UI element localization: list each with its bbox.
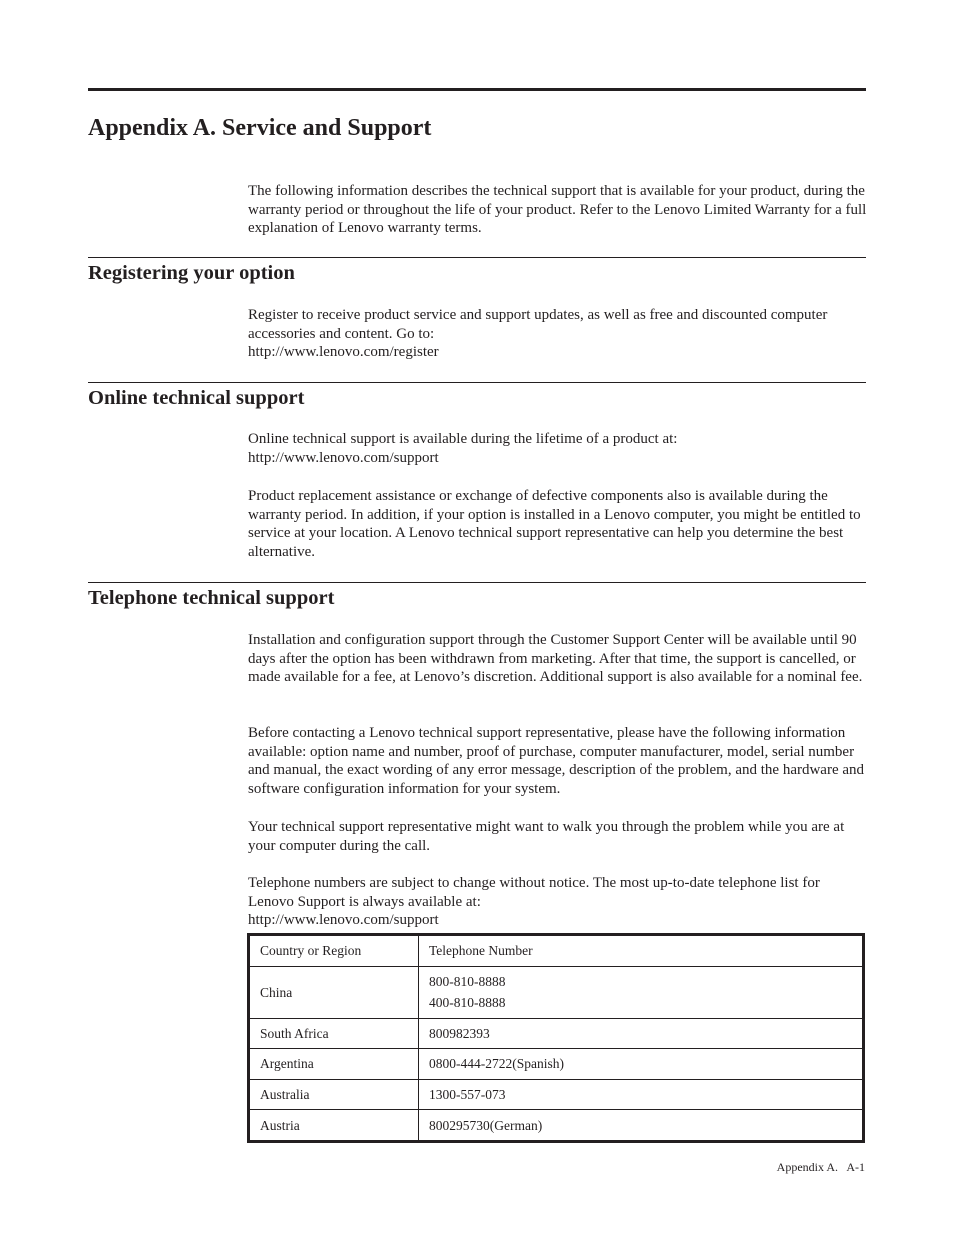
telephone-cell: 800295730(German) xyxy=(419,1110,863,1141)
telephone-paragraph-1: Installation and configuration support through the Customer Support Center will be available until 90 days after the option has been withdrawn from marketing. After that time, the support is cancelled, or made available for a fee, at Lenovo’s discretion. Additional support is also available for a nominal fee. xyxy=(248,632,863,686)
telephone-cell: 0800-444-2722(Spanish) xyxy=(419,1049,863,1080)
registering-text: Register to receive product service and support updates, as well as free and discounted computer accessories and content. Go to: xyxy=(248,307,828,342)
telephone-cell: 1300-557-073 xyxy=(419,1079,863,1110)
telephone-number: 800-810-8888 xyxy=(429,974,506,990)
header-telephone: Telephone Number xyxy=(419,936,863,967)
telephone-paragraph-3: Your technical support representative might want to walk you through the problem while you are at your computer during the call. xyxy=(248,819,845,854)
top-rule xyxy=(88,88,866,91)
country-cell: Austria xyxy=(250,1110,419,1141)
table-row xyxy=(250,1018,863,1049)
register-url[interactable]: http://www.lenovo.com/register xyxy=(248,344,439,361)
section-divider xyxy=(88,257,866,258)
table-row xyxy=(250,1110,863,1141)
table-row xyxy=(250,1079,863,1110)
telephone-paragraph-2: Before contacting a Lenovo technical support representative, please have the following information available: option name and number, proof of purchase, computer manufacturer, model, serial number and manual, the exact wording of any error message, description of the problem, and the hardware and software configuration information for your system. xyxy=(248,725,865,798)
telephone-cell: 800982393 xyxy=(419,1018,863,1049)
header-country: Country or Region xyxy=(250,936,419,967)
table-header-row xyxy=(250,936,863,967)
country-cell: Argentina xyxy=(250,1049,419,1080)
online-paragraph-2: Product replacement assistance or exchange of defective components also is available during the warranty period. In addition, if your option is installed in a Lenovo computer, you might be entitled to service at your location. A Lenovo technical support representative can help you determine the best alternative. xyxy=(248,488,861,561)
online-paragraph-1 xyxy=(248,430,868,467)
telephone-heading: Telephone technical support xyxy=(88,587,335,609)
section-divider xyxy=(88,382,866,383)
telephone-text: Telephone numbers are subject to change without notice. The most up-to-date telephone list for Lenovo Support is always available at: xyxy=(248,875,820,910)
registering-heading: Registering your option xyxy=(88,262,295,284)
telephone-cell xyxy=(419,966,863,1018)
registering-paragraph xyxy=(248,306,868,362)
page-footer: Appendix A. A-1 xyxy=(776,1160,865,1174)
online-text: Online technical support is available during the lifetime of a product at: xyxy=(248,431,678,447)
section-divider xyxy=(88,582,866,583)
telephone-table xyxy=(247,933,865,1143)
page-title: Appendix A. Service and Support xyxy=(88,115,432,141)
support-url[interactable]: http://www.lenovo.com/support xyxy=(248,449,439,466)
country-cell: China xyxy=(250,966,419,1018)
telephone-number: 400-810-8888 xyxy=(429,995,506,1011)
table-row xyxy=(250,966,863,1018)
country-cell: Australia xyxy=(250,1079,419,1110)
country-cell: South Africa xyxy=(250,1018,419,1049)
table-row xyxy=(250,1049,863,1080)
telephone-support-url[interactable]: http://www.lenovo.com/support xyxy=(248,912,439,929)
telephone-paragraph-4 xyxy=(248,874,868,930)
intro-paragraph: The following information describes the technical support that is available for your product, during the warranty period or throughout the life of your product. Refer to the Lenovo Limited Warranty for a full explanation of Lenovo warranty terms. xyxy=(248,183,867,237)
online-heading: Online technical support xyxy=(88,387,305,409)
